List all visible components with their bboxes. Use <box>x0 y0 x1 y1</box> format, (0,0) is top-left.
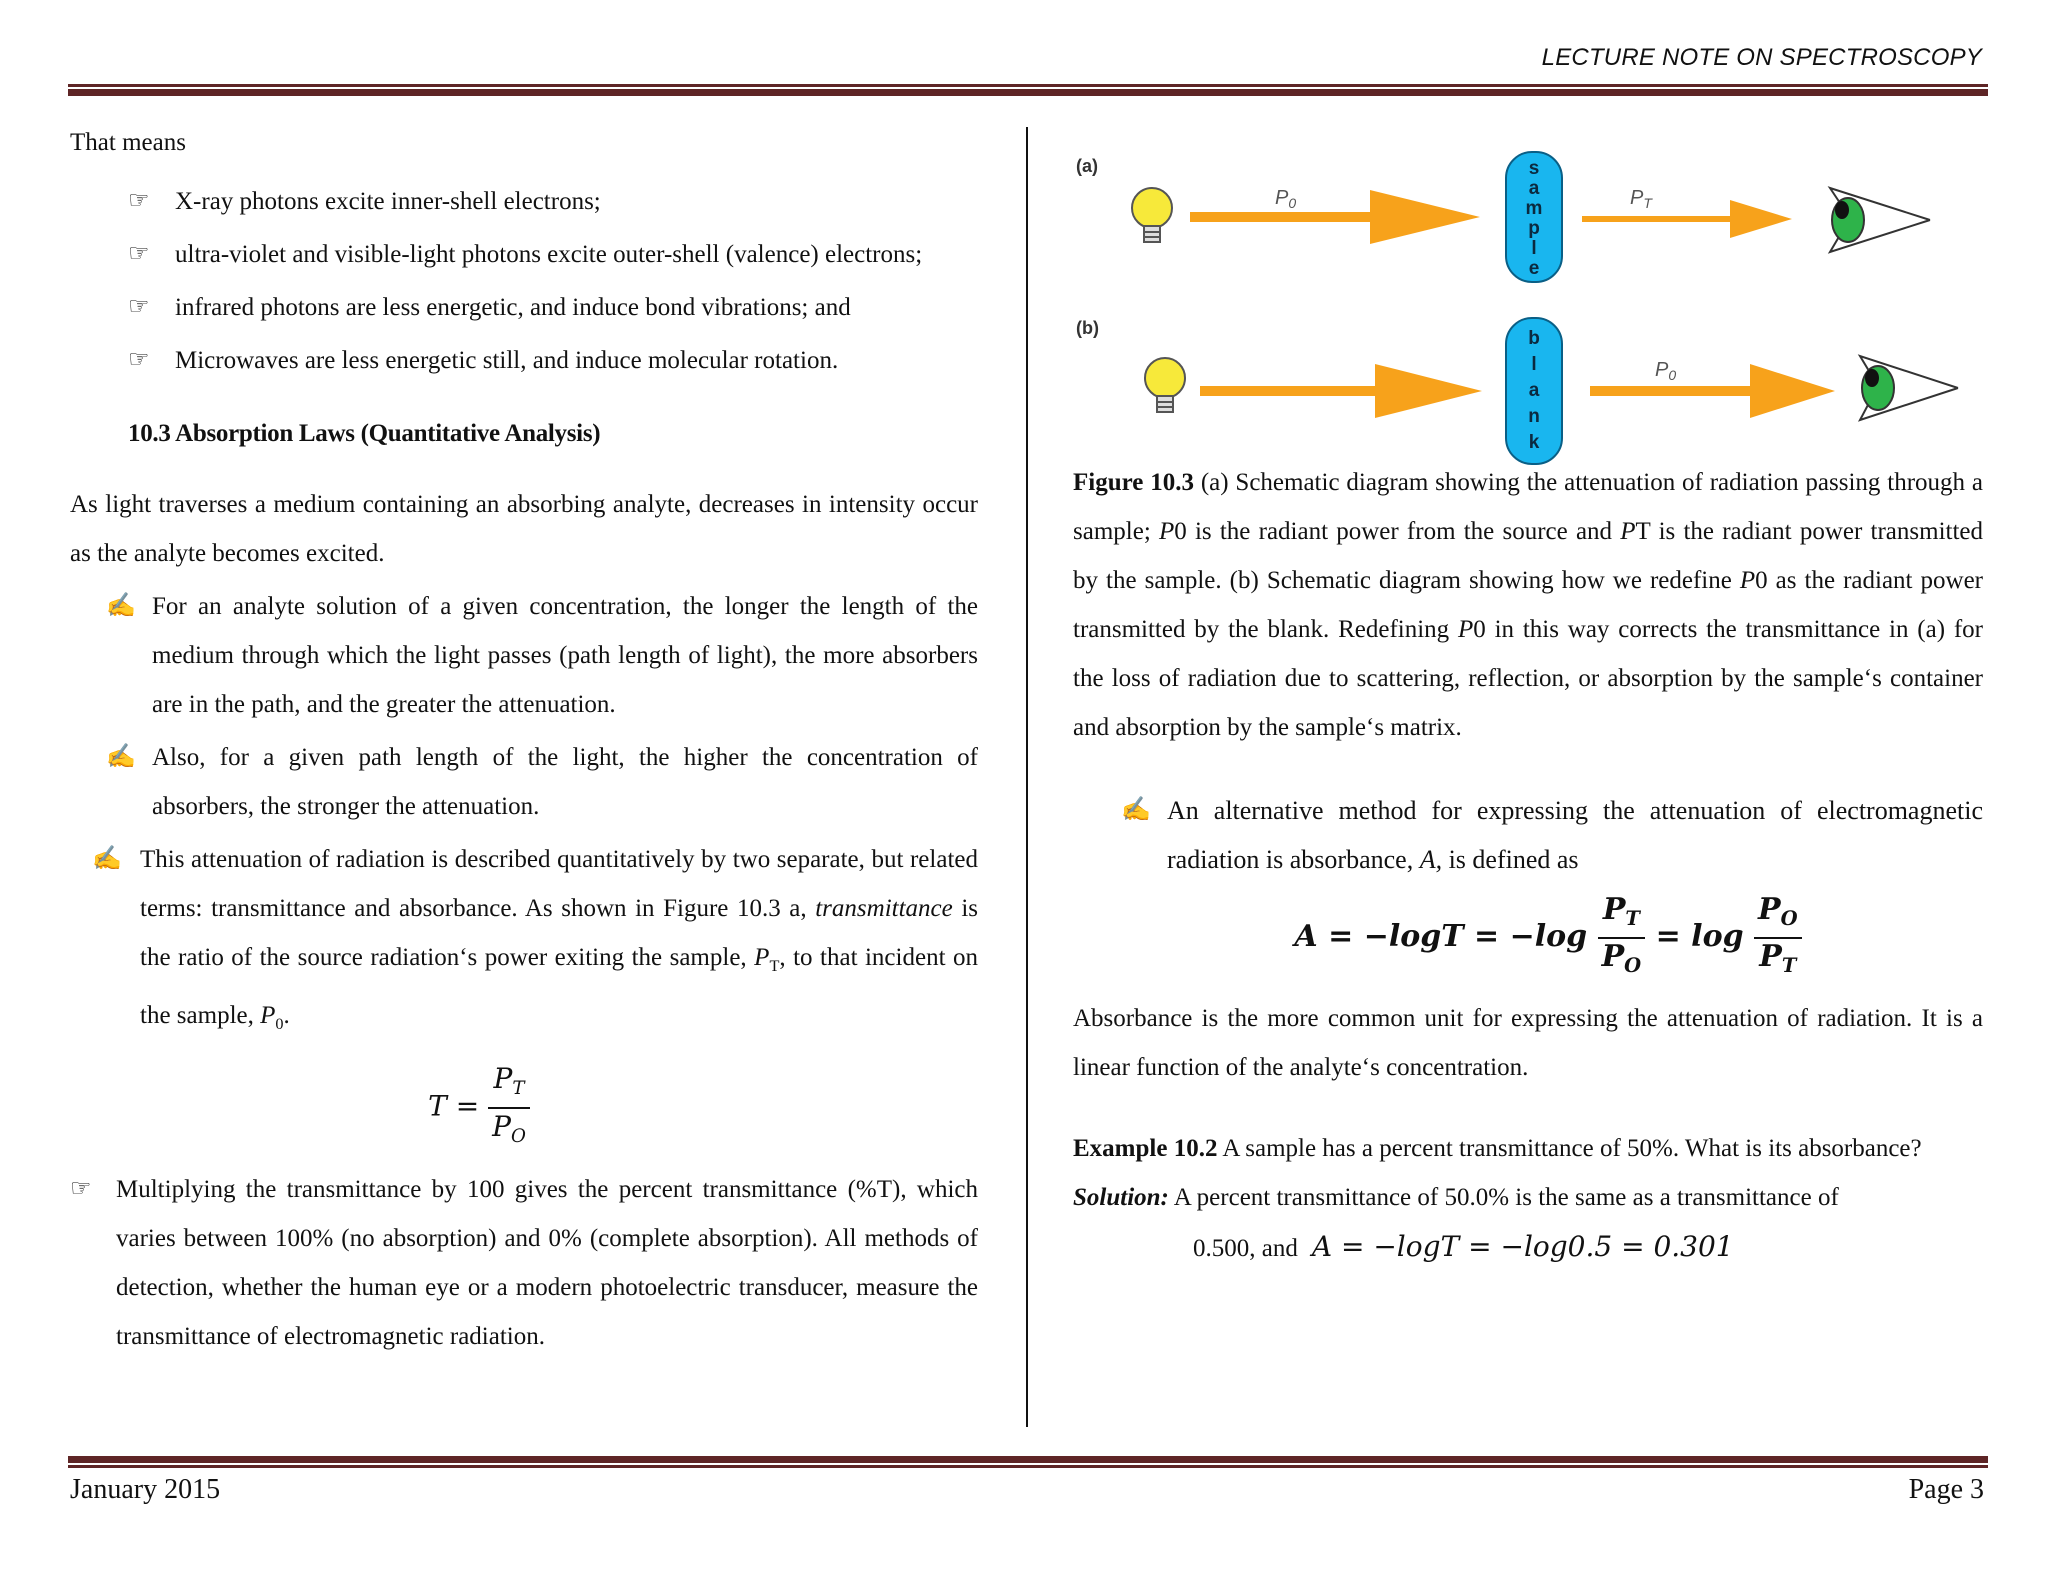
right-column <box>1073 458 1983 1273</box>
list-item <box>70 283 978 332</box>
tube-letter: n <box>1528 406 1540 427</box>
tube-letter: s <box>1528 158 1540 179</box>
pointing-hand-icon: ☞ <box>128 188 150 214</box>
writing-hand-icon: ✍ <box>1121 797 1151 823</box>
bulb-icon <box>1145 358 1185 412</box>
absorbance-equation: A = −logT = −log $\frac{P_T}{P_O}$ = log $\frac{P_O}{P_T}$ <box>1113 892 1983 984</box>
section-heading: 10.3 Absorption Laws (Quantitative Analysis) <box>128 420 601 447</box>
tube-letter: a <box>1528 380 1540 401</box>
header-title: LECTURE NOTE ON SPECTROSCOPY <box>1541 44 1982 71</box>
header-rule <box>68 84 1988 96</box>
list-item <box>70 177 978 226</box>
arrow-transmitted-a <box>1582 200 1792 238</box>
solution-text: Solution: A percent transmittance of 50.0% is the same as a transmittance of <box>1073 1184 1839 1211</box>
list-item-text: X-ray photons excite inner-shell electrons; <box>175 188 601 215</box>
tube-letter: e <box>1528 258 1540 279</box>
list-item-text: For an analyte solution of a given concentration, the longer the length of the medium through which the light passes (path length of light), the more absorbers are in the path, and the greater the attenuation. <box>152 593 978 718</box>
panel-label-a: (a) <box>1076 156 1098 176</box>
eye-icon <box>1830 188 1930 252</box>
footer-page-number: Page 3 <box>1908 1474 1984 1505</box>
list-item-text: This attenuation of radiation is described quantitatively by two separate, but related terms: transmittance and absorbance. As shown in Figure 10.3 a, transmittance is the ratio of the source radiation‘s power exiting the sample, $P_T$, to that incident on the sample, $P_0$. <box>140 846 978 1033</box>
blank-tube-label <box>1528 328 1540 453</box>
figure-caption: Figure 10.3 (a) Schematic diagram showing the attenuation of radiation passing through a sample; P0 is the radiant power from the source and PT is the radiant power transmitted by the sample. (b) Schematic diagram showing how we redefine P0 as the radiant power transmitted by the blank. Redefining P0 in this way corrects the transmittance in (a) for the loss of radiation due to scattering, reflection, or absorption by the sample‘s container and absorption by the sample‘s matrix. <box>1073 469 1984 741</box>
pointing-hand-icon: ☞ <box>70 1176 92 1202</box>
list-item <box>70 835 978 1049</box>
arrow-transmitted-b <box>1590 364 1835 418</box>
pointing-hand-icon: ☞ <box>128 294 150 320</box>
figure-10-3-diagram <box>1070 148 1990 468</box>
tube-letter: m <box>1525 198 1543 219</box>
list-item-text: Microwaves are less energetic still, and induce molecular rotation. <box>175 347 839 374</box>
pointing-hand-icon: ☞ <box>128 347 150 373</box>
paragraph: Absorbance is the more common unit for expressing the attenuation of radiation. It is a linear function of the analyte‘s concentration. <box>1073 1005 1983 1081</box>
label-p0-a: $P_0$ <box>1275 187 1297 211</box>
intro-text: That means <box>70 129 186 156</box>
list-item <box>70 582 978 729</box>
list-item <box>70 336 978 385</box>
tube-letter: b <box>1528 328 1540 349</box>
list-item <box>1073 786 1983 884</box>
label-pt-a: $P_T$ <box>1630 187 1652 211</box>
left-column <box>70 118 978 1361</box>
attenuation-schematic <box>1070 148 1990 468</box>
list-item-text: ultra-violet and visible-light photons excite outer-shell (valence) electrons; <box>175 241 923 268</box>
tube-letter: p <box>1528 218 1540 239</box>
transmittance-equation: T = $\frac{P_T}{P_O}$ <box>70 1061 978 1155</box>
arrow-incident-a <box>1190 190 1480 244</box>
list-item-text: Multiplying the transmittance by 100 gives the percent transmittance (%T), which varies between 100% (no absorption) and 0% (complete absorption). All methods of detection, whether the human eye or a modern photoelectric transducer, measure the transmittance of electromagnetic radiation. <box>116 1176 978 1350</box>
tube-letter: l <box>1531 354 1537 375</box>
list-item-text: infrared photons are less energetic, and induce bond vibrations; and <box>175 294 851 321</box>
list-item <box>70 230 978 279</box>
pointing-hand-icon: ☞ <box>128 241 150 267</box>
bulb-icon <box>1132 188 1172 242</box>
example-statement: Example 10.2 A sample has a percent transmittance of 50%. What is its absorbance? <box>1073 1135 1922 1162</box>
writing-hand-icon: ✍ <box>106 593 136 619</box>
list-item-text: Also, for a given path length of the light, the higher the concentration of absorbers, the stronger the attenuation. <box>152 744 978 820</box>
list-item <box>70 733 978 831</box>
column-divider <box>1026 127 1028 1427</box>
tube-letter: l <box>1531 238 1537 259</box>
writing-hand-icon: ✍ <box>92 846 122 872</box>
writing-hand-icon: ✍ <box>106 744 136 770</box>
tube-letter: a <box>1528 178 1540 199</box>
list-item-text: An alternative method for expressing the attenuation of electromagnetic radiation is absorbance, A, is defined as <box>1167 796 1983 874</box>
arrow-incident-b <box>1200 364 1482 418</box>
term-transmittance: transmittance <box>815 895 953 922</box>
label-p0-b: $P_0$ <box>1655 359 1677 383</box>
paragraph: As light traverses a medium containing an absorbing analyte, decreases in intensity occur as the analyte becomes excited. <box>70 491 978 567</box>
tube-letter: k <box>1528 432 1540 453</box>
solution-equation-line: 0.500, and A = −logT = −log0.5 = 0.301 <box>1193 1230 1734 1263</box>
footer-date: January 2015 <box>70 1474 221 1505</box>
footer-rule <box>68 1456 1988 1468</box>
list-item <box>70 1165 978 1361</box>
panel-label-b: (b) <box>1076 318 1099 338</box>
eye-icon <box>1860 356 1958 420</box>
